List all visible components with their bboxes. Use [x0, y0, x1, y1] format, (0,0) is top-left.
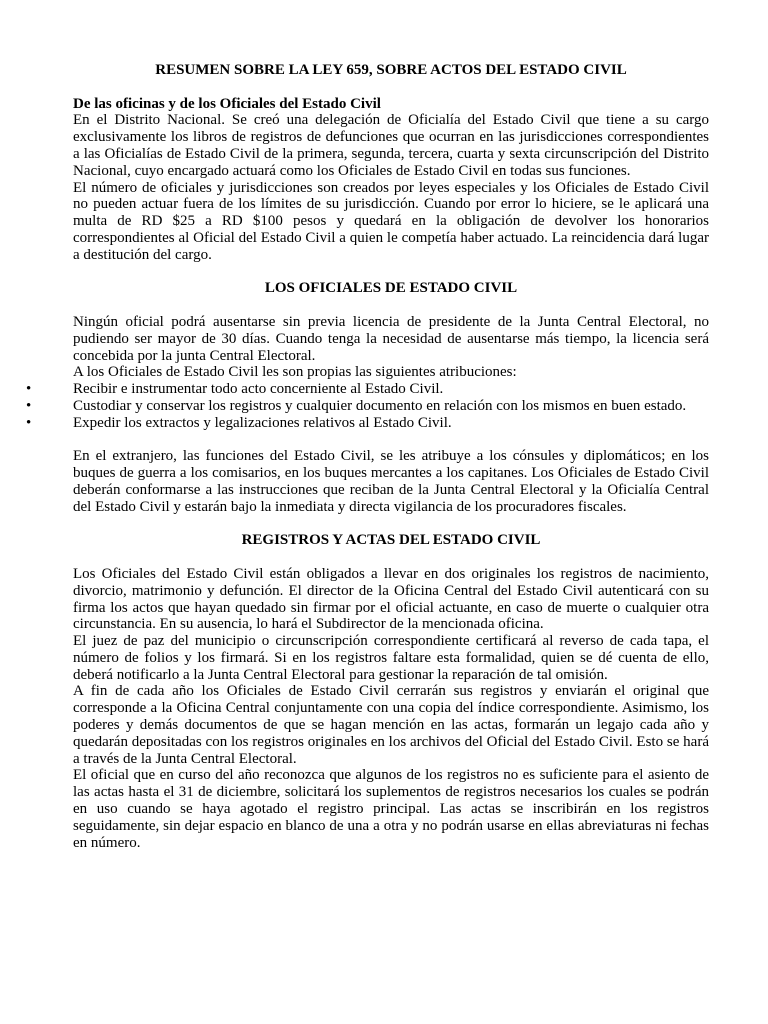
section3-paragraph: El oficial que en curso del año reconozca que algunos de los registros no es suficiente para el asiento de las actas hasta el 31 de diciembre, solicitará los suplementos de registros necesarios los cuales se podrán en uso cuando se haya agotado el registro principal. Las actas se inscribirán en los registros seguidamente, sin dejar espacio en blanco de una a otra y no podrán usarse en ellas abreviaturas ni fechas en número.: [73, 767, 709, 851]
bullet-icon: •: [26, 381, 32, 398]
bullet-icon: •: [26, 414, 32, 431]
section2-closing: En el extranjero, las funciones del Estado Civil, se les atribuye a los cónsules y diplomáticos; en los buques de guerra a los comisarios, en los buques mercantes a los capitanes. Los Oficiales de Estado Civil deberán conformarse a las instrucciones que reciban de la Junta Central Electoral y la Oficialía Central del Estado Civil y estarán bajo la inmediata y directa vigilancia de los procuradores fiscales.: [73, 448, 709, 515]
document-title: RESUMEN SOBRE LA LEY 659, SOBRE ACTOS DEL ESTADO CIVIL: [155, 62, 627, 78]
spacer: [73, 264, 709, 281]
spacer: [73, 297, 709, 314]
list-item: [26, 414, 709, 432]
section1-paragraph: El número de oficiales y jurisdicciones son creados por leyes especiales y los Oficiales de Estado Civil no pueden actuar fuera de los límites de su jurisdicción. Cuando por error lo hiciere, se le aplicará una multa de RD $25 a RD $100 pesos y quedará en la obligación de devolver los honorarios correspondientes al Oficial del Estado Civil a quien le competía haber actuado. La reincidencia dará lugar a destitución del cargo.: [73, 179, 709, 263]
section2-paragraph: Ningún oficial podrá ausentarse sin previa licencia de presidente de la Junta Central Electoral, no pudiendo ser mayor de 30 días. Cuando tenga la necesidad de ausentarse más tiempo, la licencia será concebida por la junta Central Electoral.: [73, 313, 709, 364]
section1-paragraph: En el Distrito Nacional. Se creó una delegación de Oficialía del Estado Civil que tiene a su cargo exclusivamente los libros de registros de defunciones que ocurran en las jurisdicciones correspondientes a las Oficialías de Estado Civil de la primera, segunda, tercera, cuarta y sexta circunscripción del Distrito Nacional, cuyo encargado actuará como los Oficiales de Estado Civil en todas sus funciones.: [73, 112, 709, 179]
list-item: [26, 381, 709, 398]
section3-paragraph: A fin de cada año los Oficiales de Estado Civil cerrarán sus registros y enviarán el original que corresponde a la Oficina Central conjuntamente con una copia del índice correspondiente. Asimismo, los poderes y demás documentos de que se hagan mención en las actas, formarán un legajo cada año y quedarán depositadas con los registros originales en los archivos del Oficial del Estado Civil. Esto se hará a través de la Junta Central Electoral.: [73, 683, 709, 767]
spacer: [73, 549, 709, 566]
attributions-list: [26, 381, 709, 431]
section1-heading: De las oficinas y de los Oficiales del Estado Civil: [73, 95, 381, 112]
list-item-text: Custodiar y conservar los registros y cualquier documento en relación con los mismos en buen estado.: [73, 397, 687, 414]
bullet-icon: •: [26, 397, 32, 414]
section3-paragraph: El juez de paz del municipio o circunscripción correspondiente certificará al reverso de cada tapa, el número de folios y los firmará. Si en los registros faltare esta formalidad, quien se dé cuenta de ello, deberá notificarlo a la Junta Central Electoral para gestionar la reparación de tal omisión.: [73, 633, 709, 683]
section2-paragraph: A los Oficiales de Estado Civil les son propias las siguientes atribuciones:: [73, 364, 517, 381]
section2-heading: LOS OFICIALES DE ESTADO CIVIL: [264, 280, 518, 297]
section3-paragraph: Los Oficiales del Estado Civil están obligados a llevar en dos originales los registros de nacimiento, divorcio, matrimonio y defunción. El director de la Oficina Central del Estado Civil autenticará con su firma los actos que hayan quedado sin firmar por el oficial actuante, en caso de muerte o cualquier otra circunstancia. En su ausencia, lo hará el Subdirector de la mencionada oficina.: [73, 565, 709, 633]
spacer: [73, 79, 709, 96]
document-page: [26, 62, 709, 851]
spacer: [73, 516, 709, 533]
list-item-text: Recibir e instrumentar todo acto concerniente al Estado Civil.: [73, 381, 444, 398]
list-item: [26, 397, 709, 415]
list-item-text: Expedir los extractos y legalizaciones relativos al Estado Civil.: [73, 414, 452, 431]
section3-heading: REGISTROS Y ACTAS DEL ESTADO CIVIL: [241, 532, 541, 549]
spacer: [73, 432, 709, 449]
